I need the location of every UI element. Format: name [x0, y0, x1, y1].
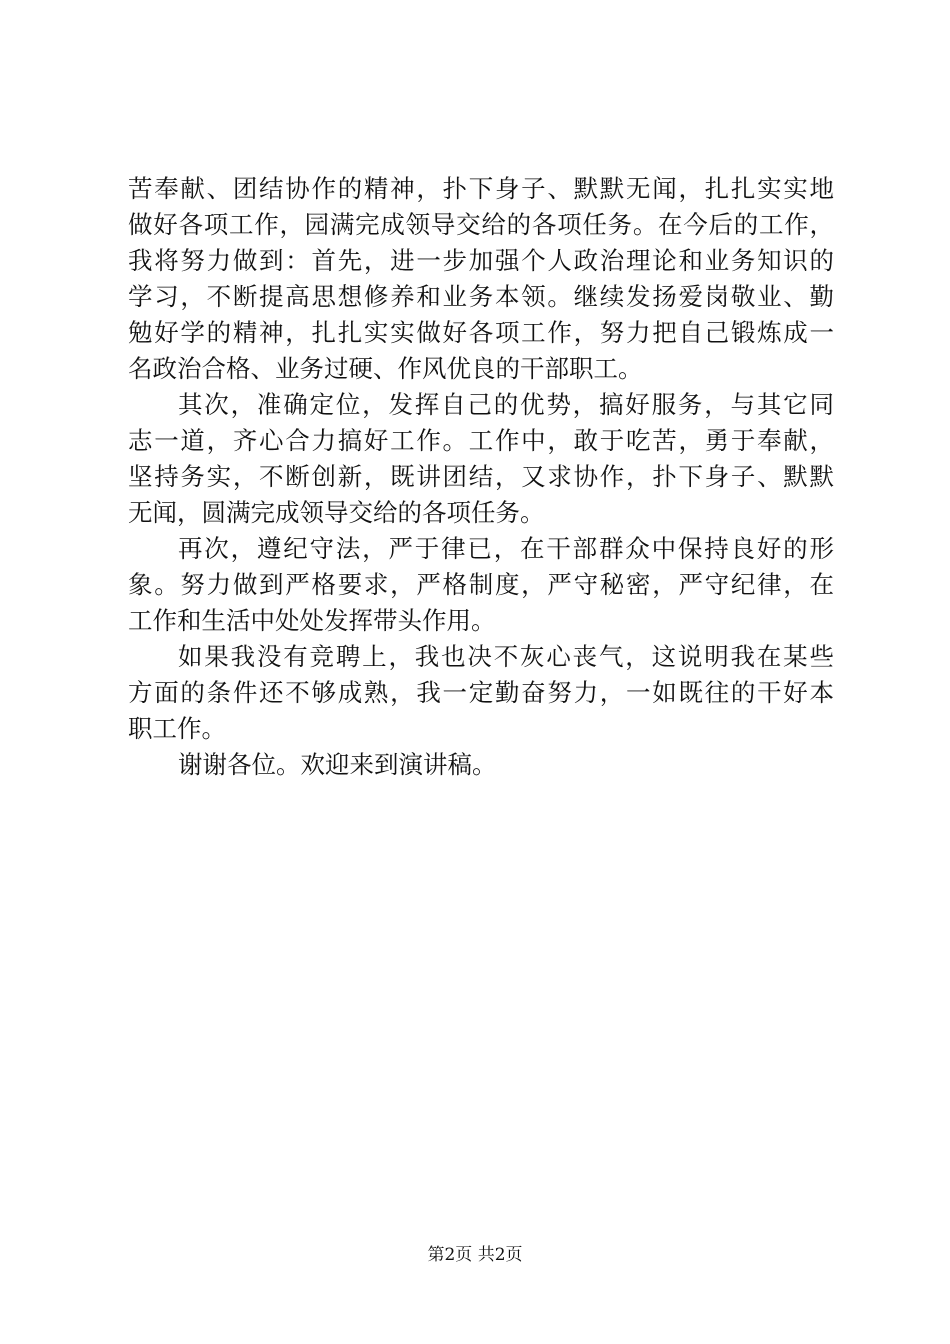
paragraph-4	[128, 639, 834, 747]
text-line: 工作和生活中处处发挥带头作用。	[128, 606, 496, 635]
text-line: 如果我没有竞聘上，我也决不灰心丧气，这说明我在某些	[178, 642, 834, 671]
page-number-label: 第2页 共2页	[427, 1245, 523, 1265]
text-line: 做好各项工作，园满完成领导交给的各项任务。在今后的工作，	[128, 210, 834, 239]
text-line: 方面的条件还不够成熟，我一定勤奋努力，一如既往的干好本	[128, 678, 834, 707]
text-line: 志一道，齐心合力搞好工作。工作中，敢于吃苦，勇于奉献，	[128, 426, 834, 455]
text-line: 我将努力做到：首先，进一步加强个人政治理论和业务知识的	[128, 246, 834, 275]
text-line: 再次，遵纪守法，严于律已，在干部群众中保持良好的形	[178, 534, 834, 563]
text-line: 坚持务实，不断创新，既讲团结，又求协作，扑下身子、默默	[128, 462, 834, 491]
paragraph-3	[128, 531, 834, 639]
text-line: 苦奉献、团结协作的精神，扑下身子、默默无闻，扎扎实实地	[128, 174, 834, 203]
page-footer	[0, 1244, 950, 1266]
text-line: 无闻，圆满完成领导交给的各项任务。	[128, 498, 545, 527]
paragraph-5	[128, 747, 834, 783]
text-line: 名政治合格、业务过硬、作风优良的干部职工。	[128, 354, 643, 383]
text-line: 职工作。	[128, 714, 226, 743]
text-line: 勉好学的精神，扎扎实实做好各项工作，努力把自己锻炼成一	[128, 318, 834, 347]
document-body	[128, 171, 834, 783]
paragraph-1	[128, 171, 834, 387]
text-line: 谢谢各位。欢迎来到演讲稿。	[178, 750, 497, 779]
paragraph-2	[128, 387, 834, 531]
text-line: 学习，不断提高思想修养和业务本领。继续发扬爱岗敬业、勤	[128, 282, 834, 311]
text-line: 其次，准确定位，发挥自己的优势，搞好服务，与其它同	[178, 390, 834, 419]
text-line: 象。努力做到严格要求，严格制度，严守秘密，严守纪律，在	[128, 570, 834, 599]
